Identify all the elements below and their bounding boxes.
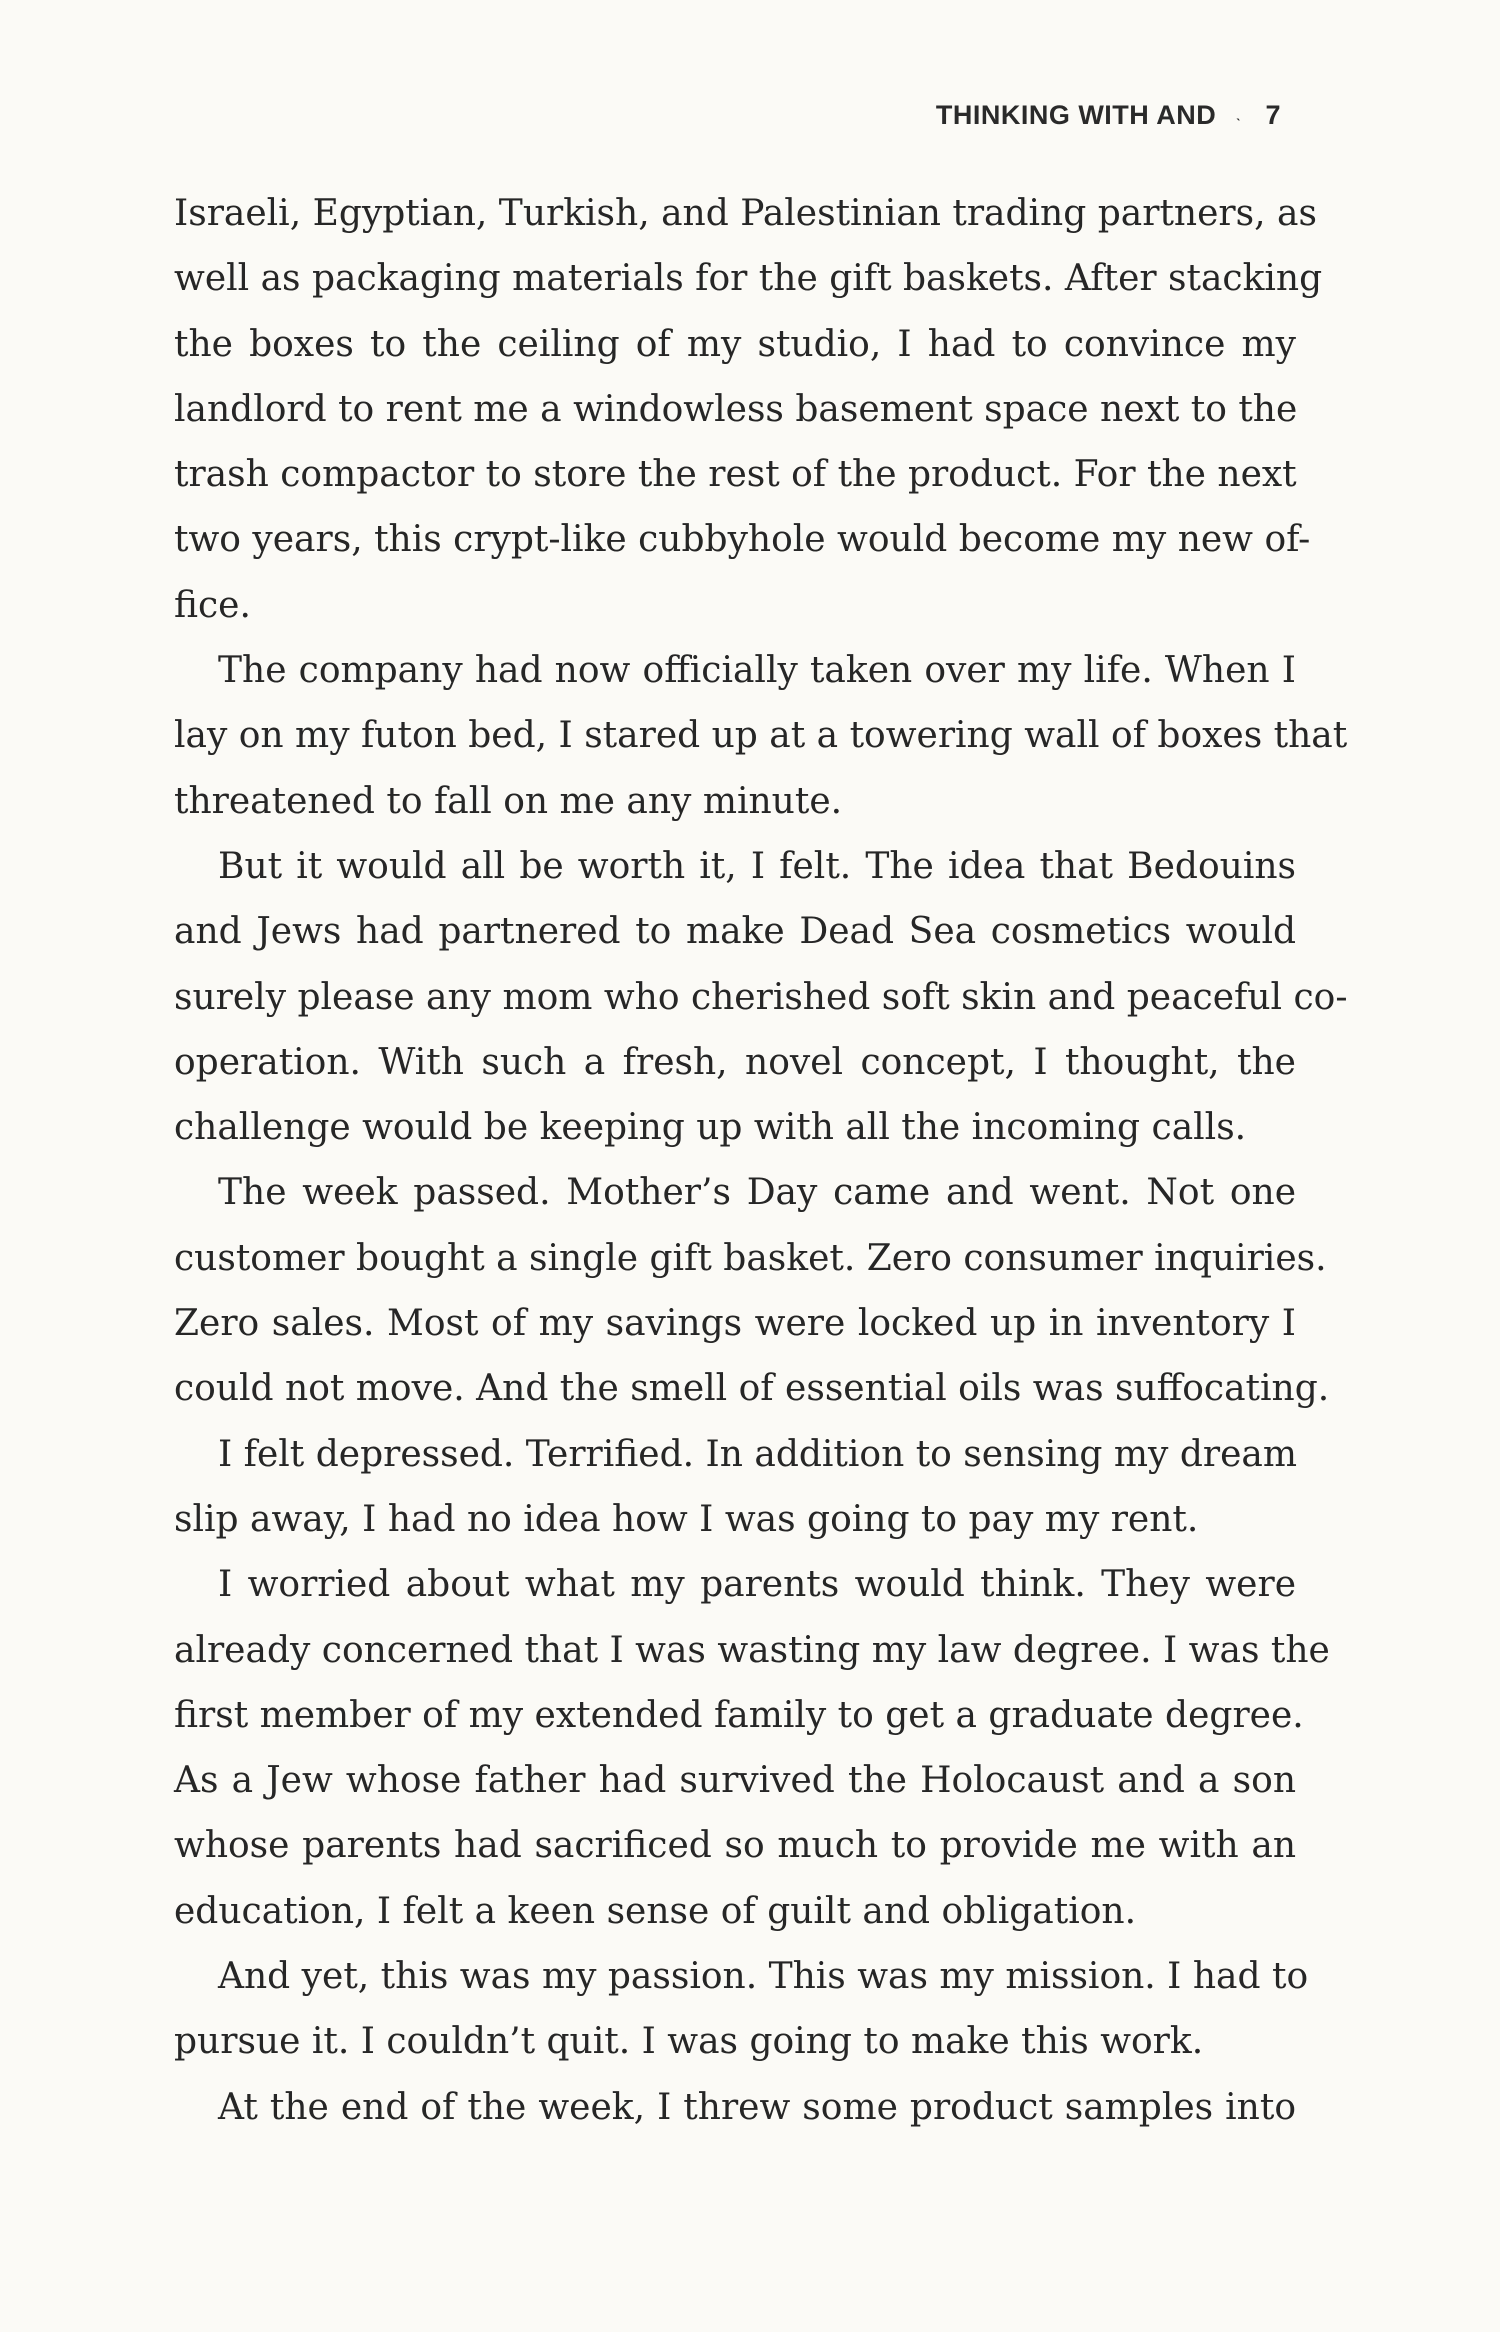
text-line: whose parents had sacrificed so much to provide me with an [174, 1825, 1296, 1867]
text-line: As a Jew whose father had survived the Holocaust and a son [174, 1760, 1296, 1802]
text-line: could not move. And the smell of essential oils was suffocating. [174, 1368, 1330, 1410]
running-title: THINKING WITH AND [935, 100, 1217, 130]
text-line: But it would all be worth it, I felt. The idea that Bedouins [218, 845, 1296, 887]
text-line: And yet, this was my passion. This was my mission. I had to [218, 1956, 1309, 1998]
text-line: I worried about what my parents would think. They were [218, 1564, 1296, 1606]
text-line: two years, this crypt-like cubbyhole would become my new of- [174, 519, 1311, 561]
text-line: challenge would be keeping up with all the incoming calls. [174, 1107, 1247, 1149]
text-line: and Jews had partnered to make Dead Sea cosmetics would [174, 911, 1296, 953]
text-line: The company had now officially taken over my life. When I [218, 650, 1296, 692]
separator-mark: ˎ [1236, 105, 1242, 121]
text-line: I felt depressed. Terrified. In addition to sensing my dream [218, 1433, 1297, 1475]
text-line: The week passed. Mother’s Day came and went. Not one [218, 1172, 1296, 1214]
text-line: fice. [174, 584, 251, 626]
text-line: well as packaging materials for the gift baskets. After stacking [174, 258, 1323, 300]
text-line: education, I felt a keen sense of guilt and obligation. [174, 1890, 1137, 1932]
text-line: At the end of the week, I threw some product samples into [218, 2086, 1296, 2128]
text-line: Israeli, Egyptian, Turkish, and Palestinian trading partners, as [174, 193, 1317, 234]
body-text [174, 181, 1348, 2140]
text-line: slip away, I had no idea how I was going to pay my rent. [174, 1498, 1199, 1540]
text-line: customer bought a single gift basket. Zero consumer inquiries. [174, 1237, 1327, 1279]
text-line: trash compactor to store the rest of the product. For the next [174, 454, 1297, 496]
text-line: lay on my futon bed, I stared up at a towering wall of boxes that [174, 715, 1348, 757]
text-line: surely please any mom who cherished soft skin and peaceful co- [174, 976, 1348, 1018]
text-line: Zero sales. Most of my savings were locked up in inventory I [174, 1303, 1296, 1345]
text-line: threatened to fall on me any minute. [174, 780, 843, 822]
text-line: first member of my extended family to get a graduate degree. [174, 1694, 1304, 1736]
text-line: the boxes to the ceiling of my studio, I had to convince my [174, 323, 1296, 365]
text-line: already concerned that I was wasting my law degree. I was the [174, 1629, 1330, 1671]
text-line: landlord to rent me a windowless basement space next to the [174, 388, 1298, 430]
page-number: 7 [1265, 100, 1281, 130]
text-line: operation. With such a fresh, novel concept, I thought, the [174, 1041, 1296, 1083]
text-line: pursue it. I couldn’t quit. I was going to make this work. [174, 2021, 1204, 2063]
running-head [936, 100, 1281, 131]
